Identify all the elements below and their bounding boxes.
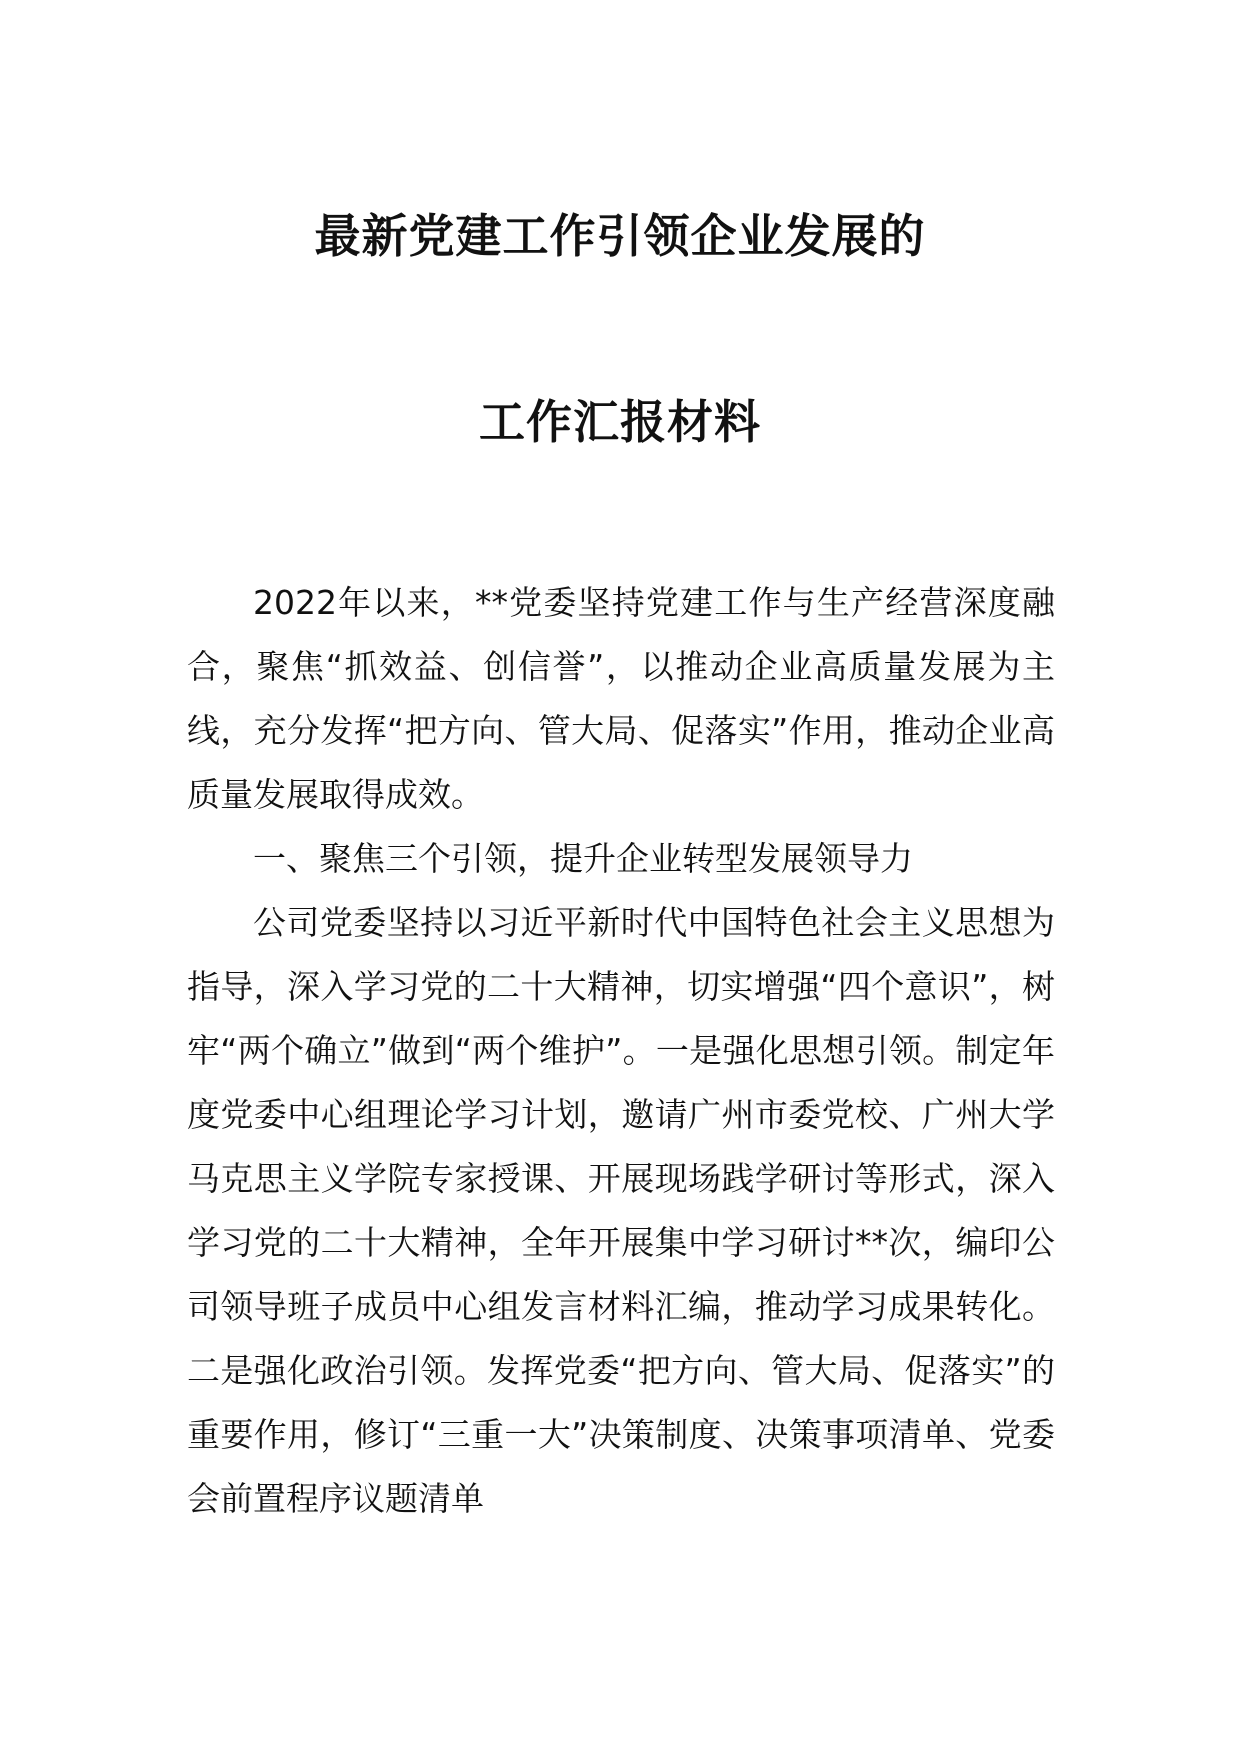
paragraph-intro: 2022年以来，**党委坚持党建工作与生产经营深度融合，聚焦“抓效益、创信誉”，以推动企业高质量发展为主线，充分发挥“把方向、管大局、促落实”作用，推动企业高质量发展取得成效。 <box>187 583 1055 814</box>
section-heading-1: 一、聚焦三个引领，提升企业转型发展领导力 <box>253 839 913 878</box>
paragraph-section-1: 公司党委坚持以习近平新时代中国特色社会主义思想为指导，深入学习党的二十大精神，切实增强“四个意识”，树牢“两个确立”做到“两个维护”。一是强化思想引领。制定年度党委中心组理论学习计划，邀请广州市委党校、广州大学马克思主义学院专家授课、开展现场践学研讨等形式，深入学习党的二十大精神，全年开展集中学习研讨**次，编印公司领导班子成员中心组发言材料汇编，推动学习成果转化。二是强化政治引领。发挥党委“把方向、管大局、促落实”的重要作用，修订“三重一大”决策制度、决策事项清单、党委会前置程序议题清单 <box>187 903 1055 1518</box>
document-title-line-2: 工作汇报材料 <box>479 395 761 449</box>
document-title-line-1: 最新党建工作引领企业发展的 <box>314 209 926 263</box>
document-body <box>187 571 1055 1531</box>
